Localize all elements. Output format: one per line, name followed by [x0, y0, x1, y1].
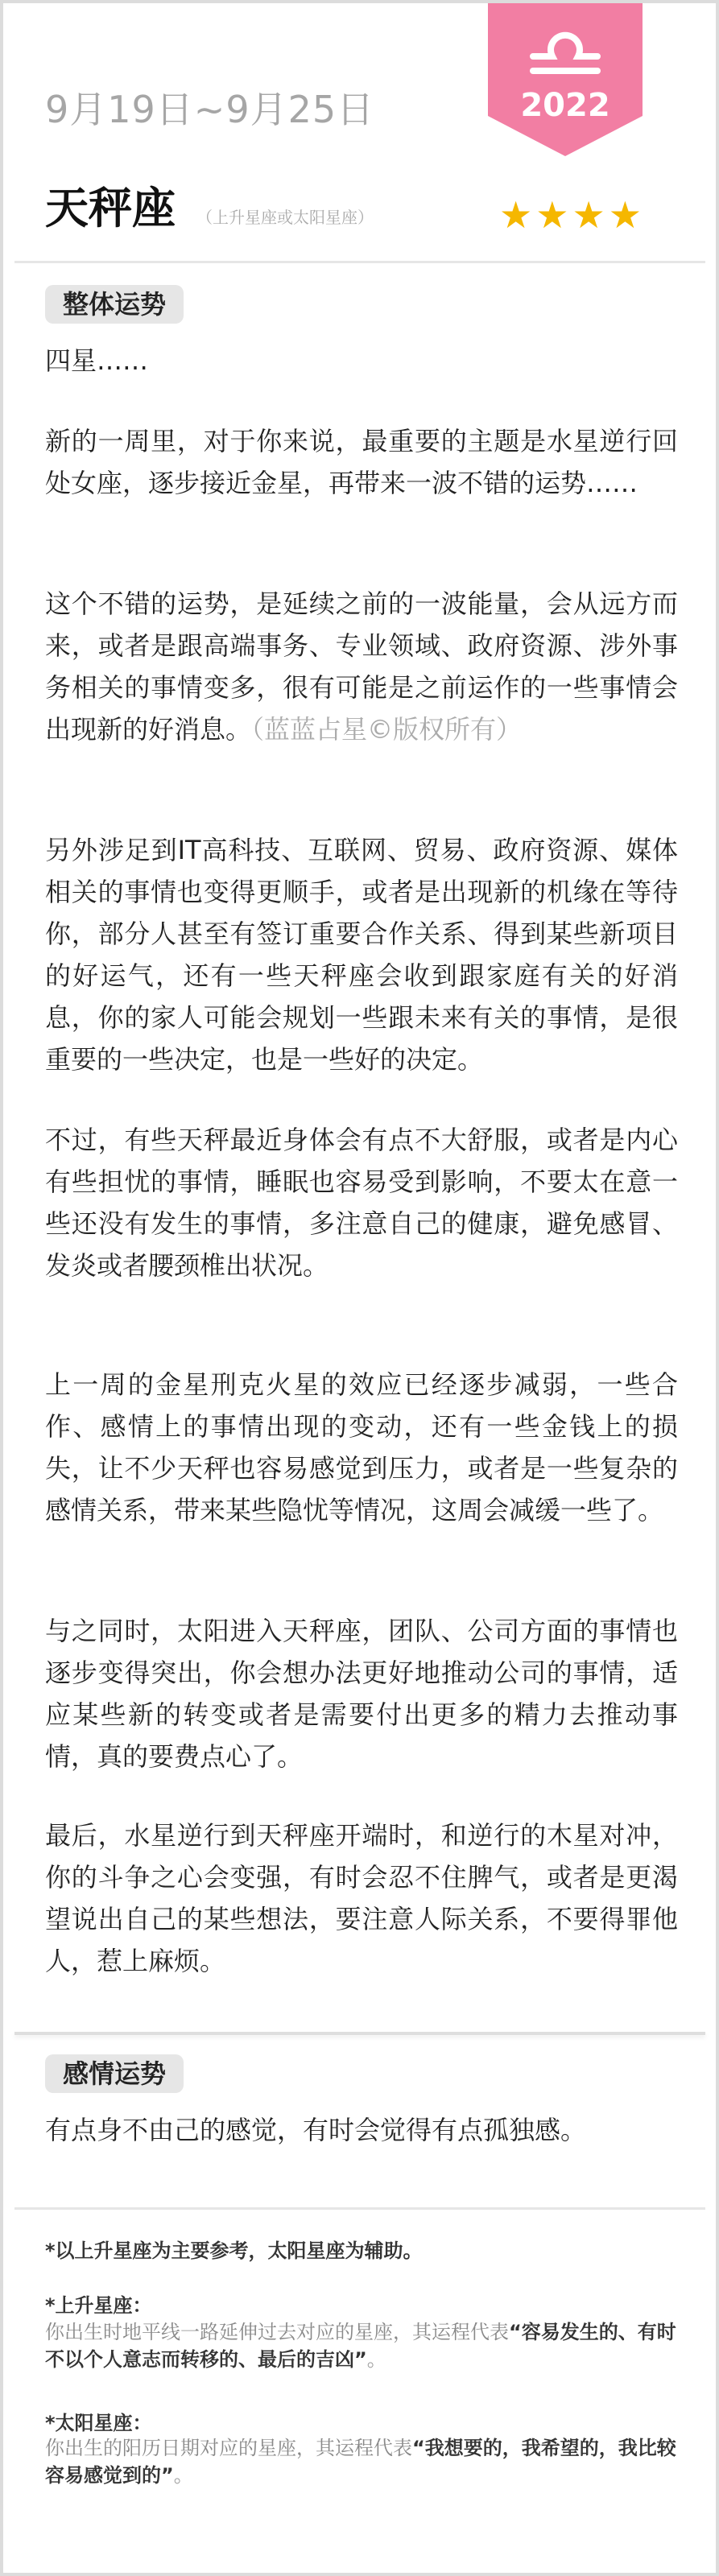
note-rising-title: *上升星座： — [45, 2294, 152, 2317]
overall-paragraph-8: 最后，水星逆行到天秤座开端时，和逆行的木星对冲，你的斗争之心会变强，有时会忍不住脾气，或者是更渴望说出自己的某些想法，要注意人际关系，不要得罪他人，惹上麻烦。 — [45, 1820, 678, 1976]
badge-shape — [488, 3, 643, 156]
sign-subtitle: （上升星座或太阳星座） — [196, 208, 374, 227]
divider — [14, 2032, 705, 2035]
section-tag-love: 感情运势 — [45, 2054, 184, 2093]
note-sun-title: *太阳星座： — [45, 2412, 152, 2434]
overall-paragraph-1: 四星…… — [45, 345, 149, 376]
divider — [14, 261, 705, 263]
overall-paragraph-6: 上一周的金星刑克火星的效应已经逐步减弱，一些合作、感情上的事情出现的变动，还有一些金钱上的损失，让不少天秤也容易感觉到压力，或者是一些复杂的感情关系，带来某些隐忧等情况，这周会减缓一些了。 — [45, 1369, 678, 1525]
overall-paragraph-4: 另外涉足到IT高科技、互联网、贸易、政府资源、媒体相关的事情也变得更顺手，或者是出现新的机缘在等待你，部分人甚至有签订重要合作关系、得到某些新项目的好运气，还有一些天秤座会收到跟家庭有关的好消息，你的家人可能会规划一些跟未来有关的事情，是很重要的一些决定，也是一些好的决定。 — [45, 835, 678, 1075]
divider — [14, 2207, 705, 2210]
note-sun-text: 你出生的阳历日期对应的星座，其运程代表 — [45, 2437, 412, 2459]
section-tag-overall: 整体运势 — [45, 285, 184, 324]
note-main: *以上升星座为主要参考，太阳星座为辅助。 — [45, 2240, 423, 2262]
overall-paragraph-2: 新的一周里，对于你来说，最重要的主题是水星逆行回处女座，逐步接近金星，再带来一波不错的运势…… — [45, 426, 678, 498]
date-range: 9月19日~9月25日 — [45, 88, 375, 131]
libra-badge — [488, 3, 643, 156]
overall-paragraph-3 — [45, 583, 678, 750]
sign-title: 天秤座 — [45, 183, 176, 233]
note-sun-end: 。 — [173, 2464, 193, 2487]
overall-paragraph-5: 不过，有些天秤最近身体会有点不大舒服，或者是内心有些担忧的事情，睡眠也容易受到影响，不要太在意一些还没有发生的事情，多注意自己的健康，避免感冒、发炎或者腰颈椎出状况。 — [45, 1125, 678, 1281]
overall-paragraph-7: 与之同时，太阳进入天秤座，团队、公司方面的事情也逐步变得突出，你会想办法更好地推动公司的事情，适应某些新的转变或者是需要付出更多的精力去推动事情，真的要费点心了。 — [45, 1616, 678, 1772]
note-sun-quote: “我想要的，我希望的，我比较容易感觉到的” — [45, 2437, 676, 2487]
badge-year: 2022 — [520, 87, 610, 124]
love-paragraph: 有点身不由己的感觉，有时会觉得有点孤独感。 — [45, 2115, 587, 2145]
note-rising-text: 你出生时地平线一路延伸过去对应的星座，其运程代表 — [45, 2321, 509, 2343]
note-rising-body — [45, 2318, 681, 2373]
note-rising-end: 。 — [366, 2348, 386, 2371]
overall-paragraph-3-text: 这个不错的运势，是延续之前的一波能量，会从远方而来，或者是跟高端事务、专业领域、政府资源、涉外事务相关的事情变多，很有可能是之前运作的一些事情会出现新的好消息。 — [45, 588, 678, 745]
note-sun-body — [45, 2434, 681, 2489]
note-rising-quote: “容易发生的、有时不以个人意志而转移的、最后的吉凶” — [45, 2321, 676, 2371]
copyright-note: （蓝蓝占星©版权所有） — [251, 714, 523, 745]
star-rating: ★★★★ — [499, 193, 645, 237]
